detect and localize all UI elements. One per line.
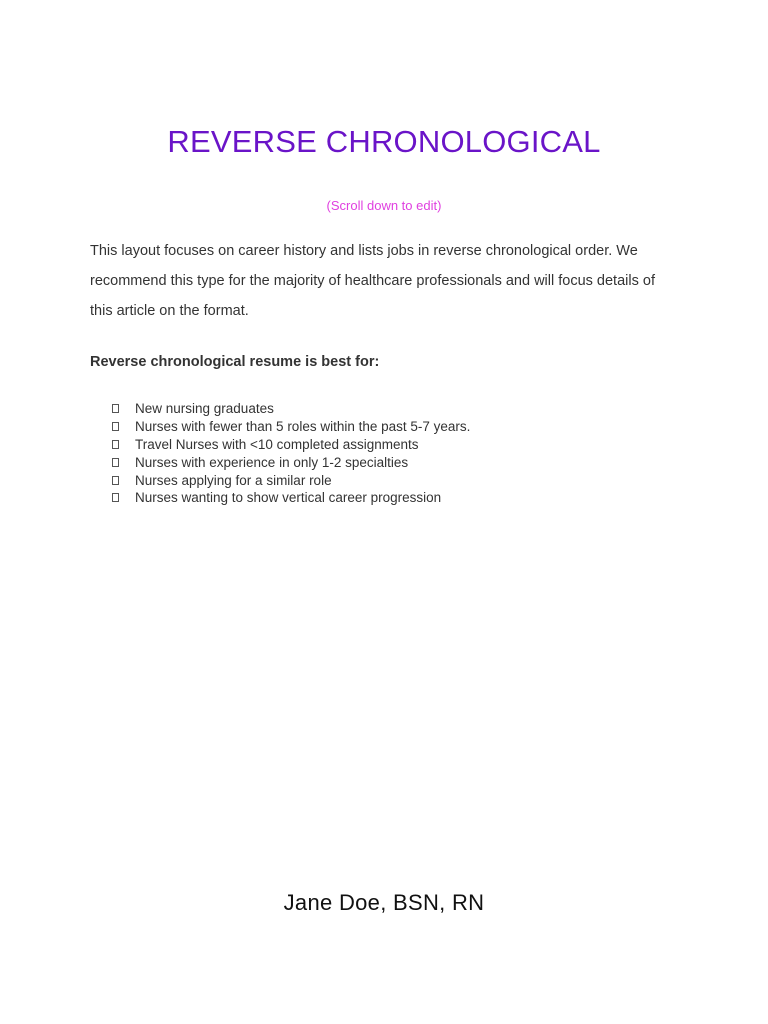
square-bullet-icon (112, 404, 119, 413)
list-item (112, 489, 470, 507)
scroll-hint: (Scroll down to edit) (326, 198, 442, 213)
square-bullet-icon (112, 422, 119, 431)
candidate-name: Jane Doe, BSN, RN (283, 890, 485, 915)
list-item-text: Nurses wanting to show vertical career progression (135, 490, 442, 506)
list-item-text: New nursing graduates (135, 401, 274, 417)
list-item (112, 436, 470, 454)
best-for-list (112, 400, 470, 507)
list-item (112, 453, 470, 471)
square-bullet-icon (112, 440, 119, 449)
square-bullet-icon (112, 476, 119, 485)
list-item-text: Nurses applying for a similar role (135, 472, 332, 488)
list-item-text: Nurses with experience in only 1-2 specialties (135, 454, 409, 470)
best-for-heading: Reverse chronological resume is best for: (90, 354, 380, 370)
list-item-text: Nurses with fewer than 5 roles within the past 5-7 years. (135, 419, 471, 435)
list-item-text: Travel Nurses with <10 completed assignments (135, 436, 419, 452)
square-bullet-icon (112, 493, 119, 502)
square-bullet-icon (112, 458, 119, 467)
list-item (112, 471, 470, 489)
list-item (112, 418, 470, 436)
page-title: REVERSE CHRONOLOGICAL (167, 124, 601, 159)
intro-paragraph: This layout focuses on career history and lists jobs in reverse chronological order. We recommend this type for the majority of healthcare professionals and will focus details of this article on the format. (90, 243, 655, 319)
list-item (112, 400, 470, 418)
